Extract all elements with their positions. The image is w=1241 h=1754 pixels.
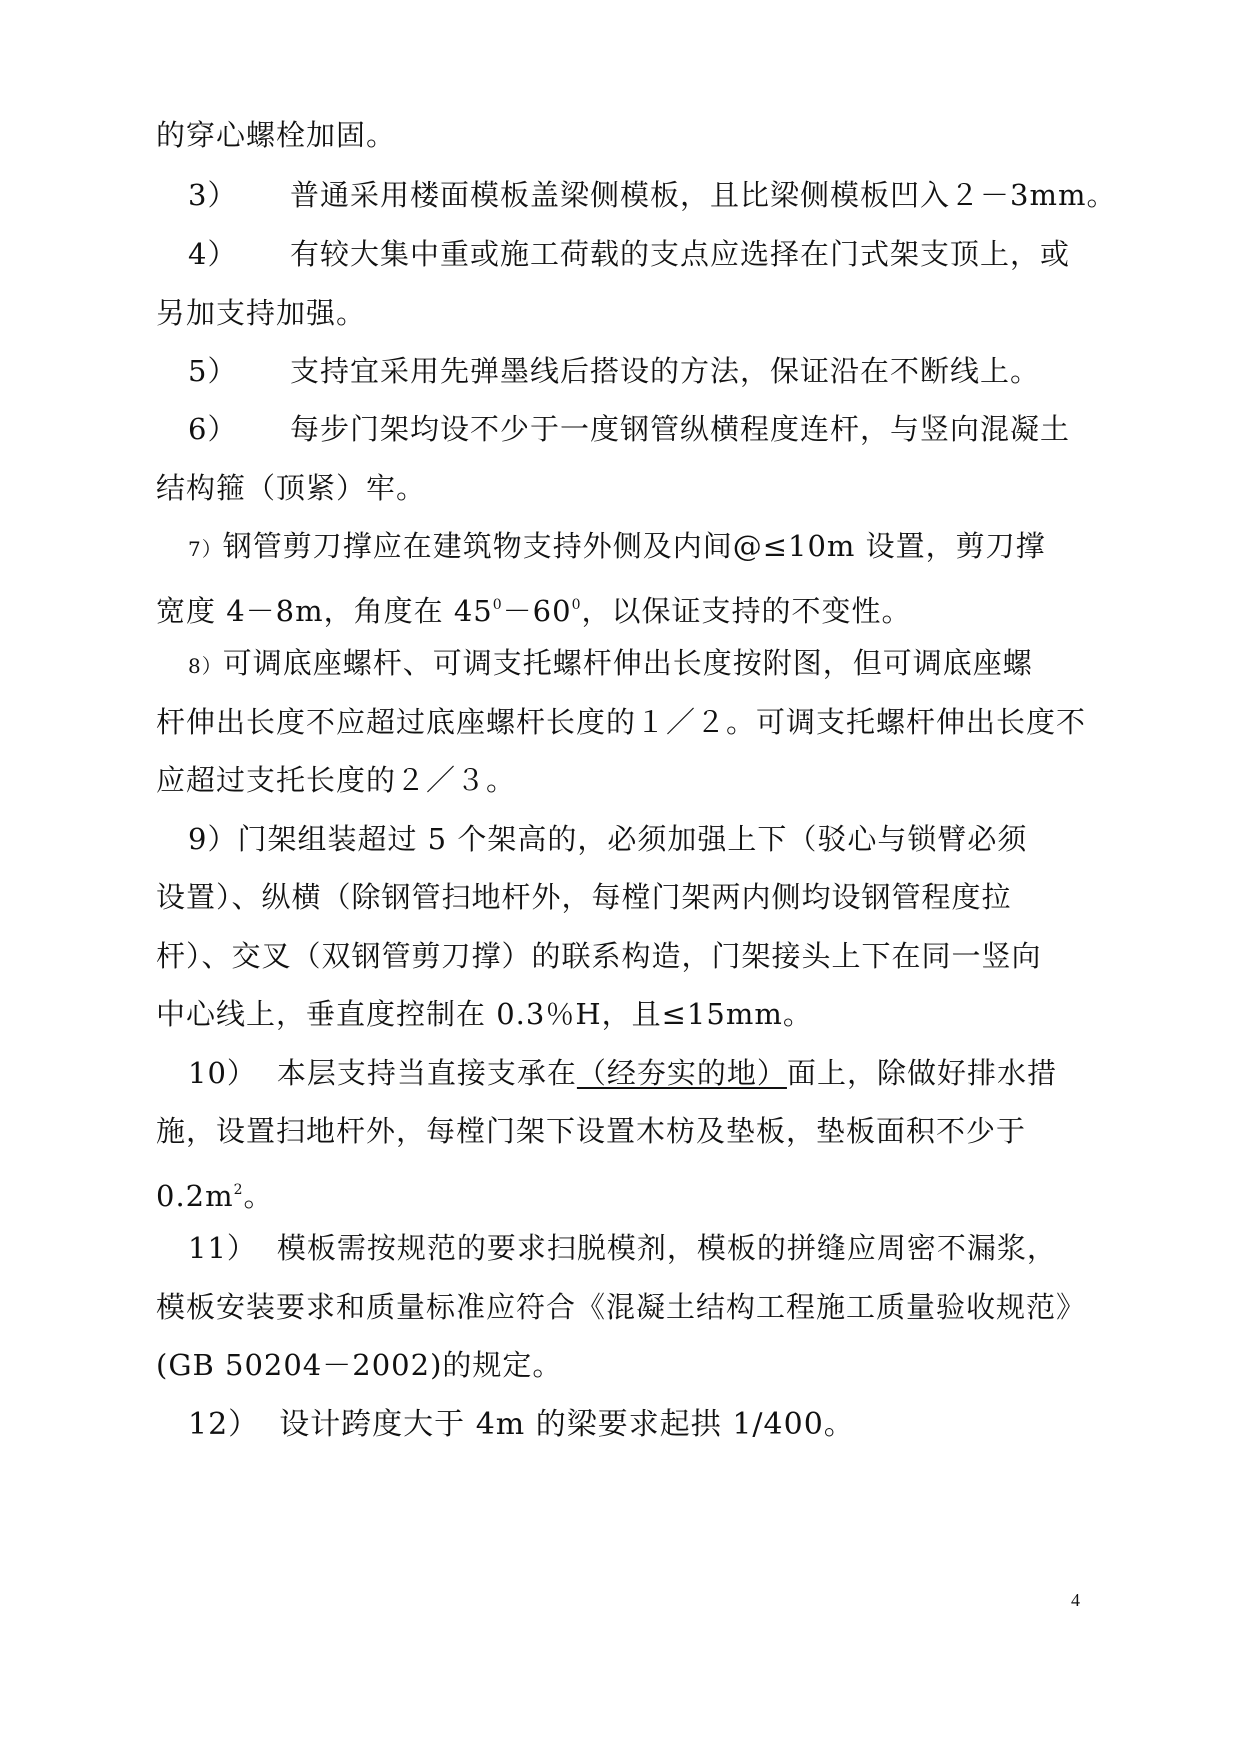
text-line: 中心线上，垂直度控制在 0.3％H，且≤15mm。 — [156, 997, 813, 1031]
underlined-text: （经夯实的地） — [576, 1056, 787, 1090]
text-line: $0.2m^2$。 — [156, 1179, 274, 1213]
text-line: 宽度 4－8m，角度在 $45^0-60^0$，以保证支持的不变性。 — [156, 594, 912, 628]
text-line: 应超过支托长度的２／３。 — [156, 763, 517, 797]
text-line: 杆）、交叉（双钢管剪刀撑）的联系构造，门架接头上下在同一竖向 — [156, 939, 1042, 973]
list-item-12: 12） 设计跨度大于 4m 的梁要求起拱 1/400。 — [188, 1407, 855, 1442]
list-item-7: 7）钢管剪刀撑应在建筑物支持外侧及内间@≤10m 设置，剪刀撑 — [188, 529, 1046, 563]
item-number: 3） — [188, 178, 238, 212]
text-line: 模板安装要求和质量标准应符合《混凝土结构工程施工质量验收规范》 — [156, 1290, 1087, 1324]
text-line: 杆伸出长度不应超过底座螺杆长度的１／２。可调支托螺杆伸出长度不 — [156, 705, 1087, 739]
item-number: 8） — [188, 654, 223, 678]
item-number: 12） — [188, 1407, 260, 1442]
item-number: 6） — [188, 412, 238, 446]
list-item-10: 10） 本层支持当直接支承在（经夯实的地）面上，除做好排水措 — [188, 1056, 1057, 1090]
text-line: 另加支持加强。 — [156, 296, 367, 330]
item-number: 4） — [188, 237, 238, 271]
text-line: 施，设置扫地杆外，每樘门架下设置木枋及垫板，垫板面积不少于 — [156, 1114, 1027, 1148]
item-number: 9） — [188, 822, 238, 856]
text-line: 结构箍（顶紧）牢。 — [156, 471, 427, 505]
text-line: 设置）、纵横（除钢管扫地杆外，每樘门架两内侧均设钢管程度拉 — [156, 880, 1012, 914]
item-number: 7） — [188, 537, 223, 561]
item-number: 10） — [188, 1056, 257, 1090]
list-item-9: 9）门架组装超过 5 个架高的，必须加强上下（驳心与锁臂必须 — [188, 822, 1028, 856]
item-number: 11） — [188, 1231, 257, 1265]
list-item-6: 6） 每步门架均设不少于一度钢管纵横程度连杆，与竖向混凝土 — [188, 412, 1071, 446]
list-item-11: 11） 模板需按规范的要求扫脱模剂，模板的拼缝应周密不漏浆， — [188, 1231, 1057, 1265]
list-item-3: 3） 普通采用楼面模板盖梁侧模板，且比梁侧模板凹入２－3mm。 — [188, 178, 1117, 212]
list-item-4: 4） 有较大集中重或施工荷载的支点应选择在门式架支顶上，或 — [188, 237, 1071, 271]
text-line: 的穿心螺栓加固。 — [156, 118, 397, 152]
item-number: 5） — [188, 354, 238, 388]
page-number: 4 — [1071, 1590, 1080, 1610]
text-line: (GB 50204－2002)的规定。 — [156, 1348, 563, 1382]
list-item-5: 5） 支持宜采用先弹墨线后搭设的方法，保证沿在不断线上。 — [188, 354, 1041, 388]
list-item-8: 8）可调底座螺杆、可调支托螺杆伸出长度按附图，但可调底座螺 — [188, 646, 1033, 680]
